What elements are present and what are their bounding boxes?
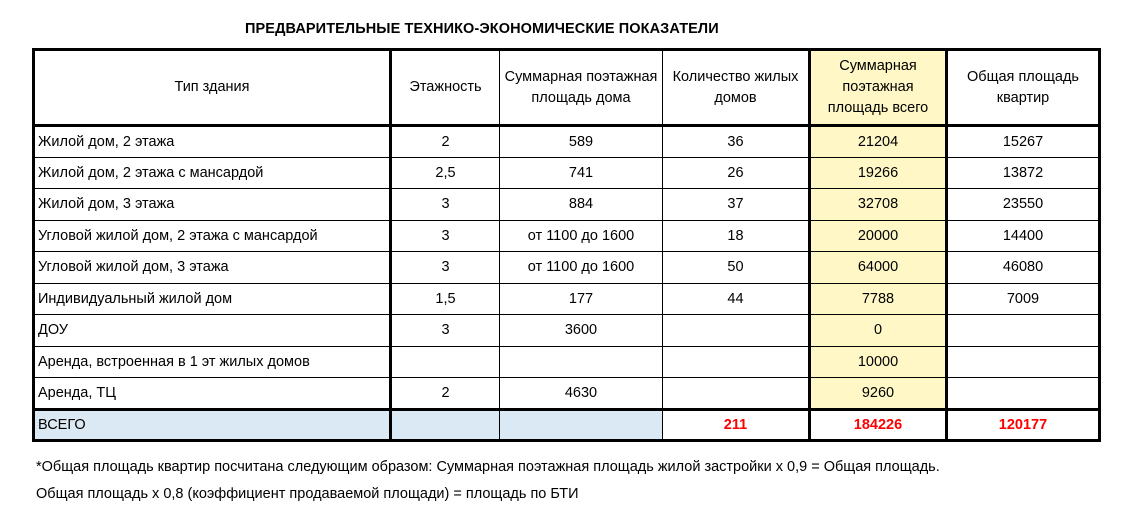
cell-floor-area: 741 (500, 157, 663, 189)
total-apartment-area: 120177 (947, 409, 1100, 441)
cell-total-floor-area: 9260 (810, 378, 947, 410)
cell-apartment-area (947, 315, 1100, 347)
header-apartment-area: Общая площадь квартир (947, 50, 1100, 126)
cell-apartment-area: 15267 (947, 126, 1100, 158)
cell-floor-area: 3600 (500, 315, 663, 347)
cell-house-count: 44 (663, 283, 810, 315)
cell-building-type: Аренда, встроенная в 1 эт жилых домов (34, 346, 391, 378)
cell-total-floor-area: 64000 (810, 252, 947, 284)
cell-house-count: 50 (663, 252, 810, 284)
indicators-table (32, 48, 1101, 442)
table-header-row (34, 50, 1100, 126)
cell-building-type: Жилой дом, 2 этажа с мансардой (34, 157, 391, 189)
cell-building-type: Индивидуальный жилой дом (34, 283, 391, 315)
cell-house-count: 36 (663, 126, 810, 158)
cell-floor-area (500, 346, 663, 378)
cell-floor-area: 177 (500, 283, 663, 315)
cell-building-type: Жилой дом, 2 этажа (34, 126, 391, 158)
cell-floors: 3 (391, 220, 500, 252)
header-total-floor-area: Суммарная поэтажная площадь всего (810, 50, 947, 126)
cell-floor-area: от 1100 до 1600 (500, 220, 663, 252)
table-row (34, 252, 1100, 284)
cell-floors: 2,5 (391, 157, 500, 189)
cell-house-count: 37 (663, 189, 810, 221)
table-body (34, 126, 1100, 441)
table-row (34, 126, 1100, 158)
cell-floors: 1,5 (391, 283, 500, 315)
cell-floors: 3 (391, 189, 500, 221)
cell-building-type: Угловой жилой дом, 2 этажа с мансардой (34, 220, 391, 252)
cell-house-count: 18 (663, 220, 810, 252)
cell-floors: 3 (391, 315, 500, 347)
footnote-line-2: Общая площадь х 0,8 (коэффициент продаваемой площади) = площадь по БТИ (36, 486, 579, 502)
total-house-count: 211 (663, 409, 810, 441)
cell-house-count (663, 346, 810, 378)
cell-apartment-area: 46080 (947, 252, 1100, 284)
header-building-type: Тип здания (34, 50, 391, 126)
cell-total-floor-area: 7788 (810, 283, 947, 315)
cell-total-floor-area: 19266 (810, 157, 947, 189)
cell-floor-area: от 1100 до 1600 (500, 252, 663, 284)
table-row (34, 189, 1100, 221)
cell-floor-area: 4630 (500, 378, 663, 410)
cell-house-count: 26 (663, 157, 810, 189)
cell-apartment-area (947, 378, 1100, 410)
cell-floors: 2 (391, 378, 500, 410)
total-row (34, 409, 1100, 441)
cell-apartment-area (947, 346, 1100, 378)
cell-house-count (663, 315, 810, 347)
header-house-count: Количество жилых домов (663, 50, 810, 126)
cell-floor-area: 589 (500, 126, 663, 158)
cell-apartment-area: 23550 (947, 189, 1100, 221)
footnote-line-1: *Общая площадь квартир посчитана следующим образом: Суммарная поэтажная площадь жилой застройки х 0,9 = Общая площадь. (36, 459, 940, 475)
cell-building-type: ДОУ (34, 315, 391, 347)
table-row (34, 157, 1100, 189)
cell-total-floor-area: 0 (810, 315, 947, 347)
cell-total-floor-area: 20000 (810, 220, 947, 252)
cell-building-type: Угловой жилой дом, 3 этажа (34, 252, 391, 284)
total-floors (391, 409, 500, 441)
cell-building-type: Аренда, ТЦ (34, 378, 391, 410)
page-title: ПРЕДВАРИТЕЛЬНЫЕ ТЕХНИКО-ЭКОНОМИЧЕСКИЕ ПОКАЗАТЕЛИ (245, 21, 719, 37)
table-row (34, 283, 1100, 315)
cell-apartment-area: 14400 (947, 220, 1100, 252)
header-floors: Этажность (391, 50, 500, 126)
cell-floors: 2 (391, 126, 500, 158)
total-label: ВСЕГО (34, 409, 391, 441)
table-row (34, 220, 1100, 252)
cell-floors (391, 346, 500, 378)
cell-floor-area: 884 (500, 189, 663, 221)
total-floor-area (500, 409, 663, 441)
total-total-floor-area: 184226 (810, 409, 947, 441)
cell-apartment-area: 13872 (947, 157, 1100, 189)
table-row (34, 346, 1100, 378)
table-row (34, 378, 1100, 410)
cell-building-type: Жилой дом, 3 этажа (34, 189, 391, 221)
table-row (34, 315, 1100, 347)
header-floor-area: Суммарная поэтажная площадь дома (500, 50, 663, 126)
cell-floors: 3 (391, 252, 500, 284)
cell-apartment-area: 7009 (947, 283, 1100, 315)
cell-total-floor-area: 32708 (810, 189, 947, 221)
cell-total-floor-area: 21204 (810, 126, 947, 158)
cell-house-count (663, 378, 810, 410)
cell-total-floor-area: 10000 (810, 346, 947, 378)
